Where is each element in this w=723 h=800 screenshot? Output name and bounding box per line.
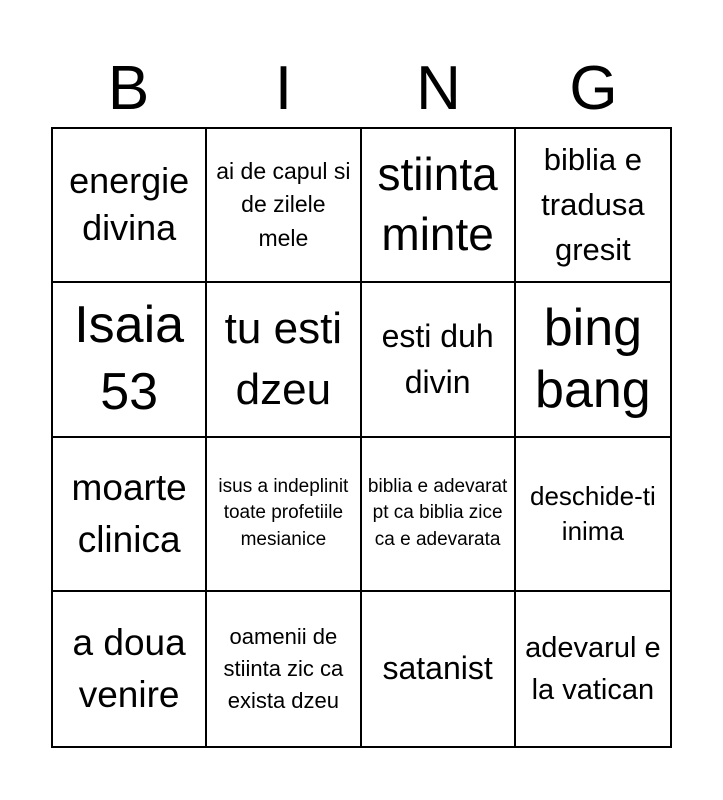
bingo-cell[interactable]: adevarul e la vatican: [525, 631, 661, 706]
header-letter-n: N: [416, 54, 461, 123]
bingo-cell[interactable]: Isaia 53: [53, 283, 207, 437]
bingo-cell[interactable]: deschide-ti inima: [516, 438, 670, 592]
bingo-cell[interactable]: biblia e adevarat pt ca biblia zice ca e adevarata: [362, 438, 516, 592]
bingo-cell[interactable]: esti duh divin: [362, 283, 516, 437]
header-letter-g: G: [569, 54, 618, 123]
bingo-cell[interactable]: bing bang: [516, 283, 670, 437]
bingo-cell[interactable]: ai de capul si de zilele mele: [207, 129, 361, 283]
bingo-cell[interactable]: isus a indeplinit toate profetiile mesianice: [207, 438, 361, 592]
bingo-board: [51, 127, 672, 748]
bingo-cell[interactable]: a doua venire: [53, 592, 207, 746]
bingo-cell[interactable]: moarte clinica: [53, 438, 207, 592]
bingo-cell[interactable]: oamenii de stiinta zic ca exista dzeu: [207, 592, 361, 746]
header-letter-i: I: [274, 54, 293, 123]
bingo-cell[interactable]: tu esti dzeu: [207, 283, 361, 437]
bingo-cell[interactable]: energie divina: [53, 129, 207, 283]
header-letter-b: B: [107, 54, 150, 123]
bingo-cell[interactable]: stiinta minte: [362, 129, 516, 283]
bingo-header: [51, 50, 671, 128]
bingo-cell[interactable]: satanist: [362, 592, 516, 746]
bingo-cell[interactable]: biblia e tradusa gresit: [516, 129, 670, 283]
